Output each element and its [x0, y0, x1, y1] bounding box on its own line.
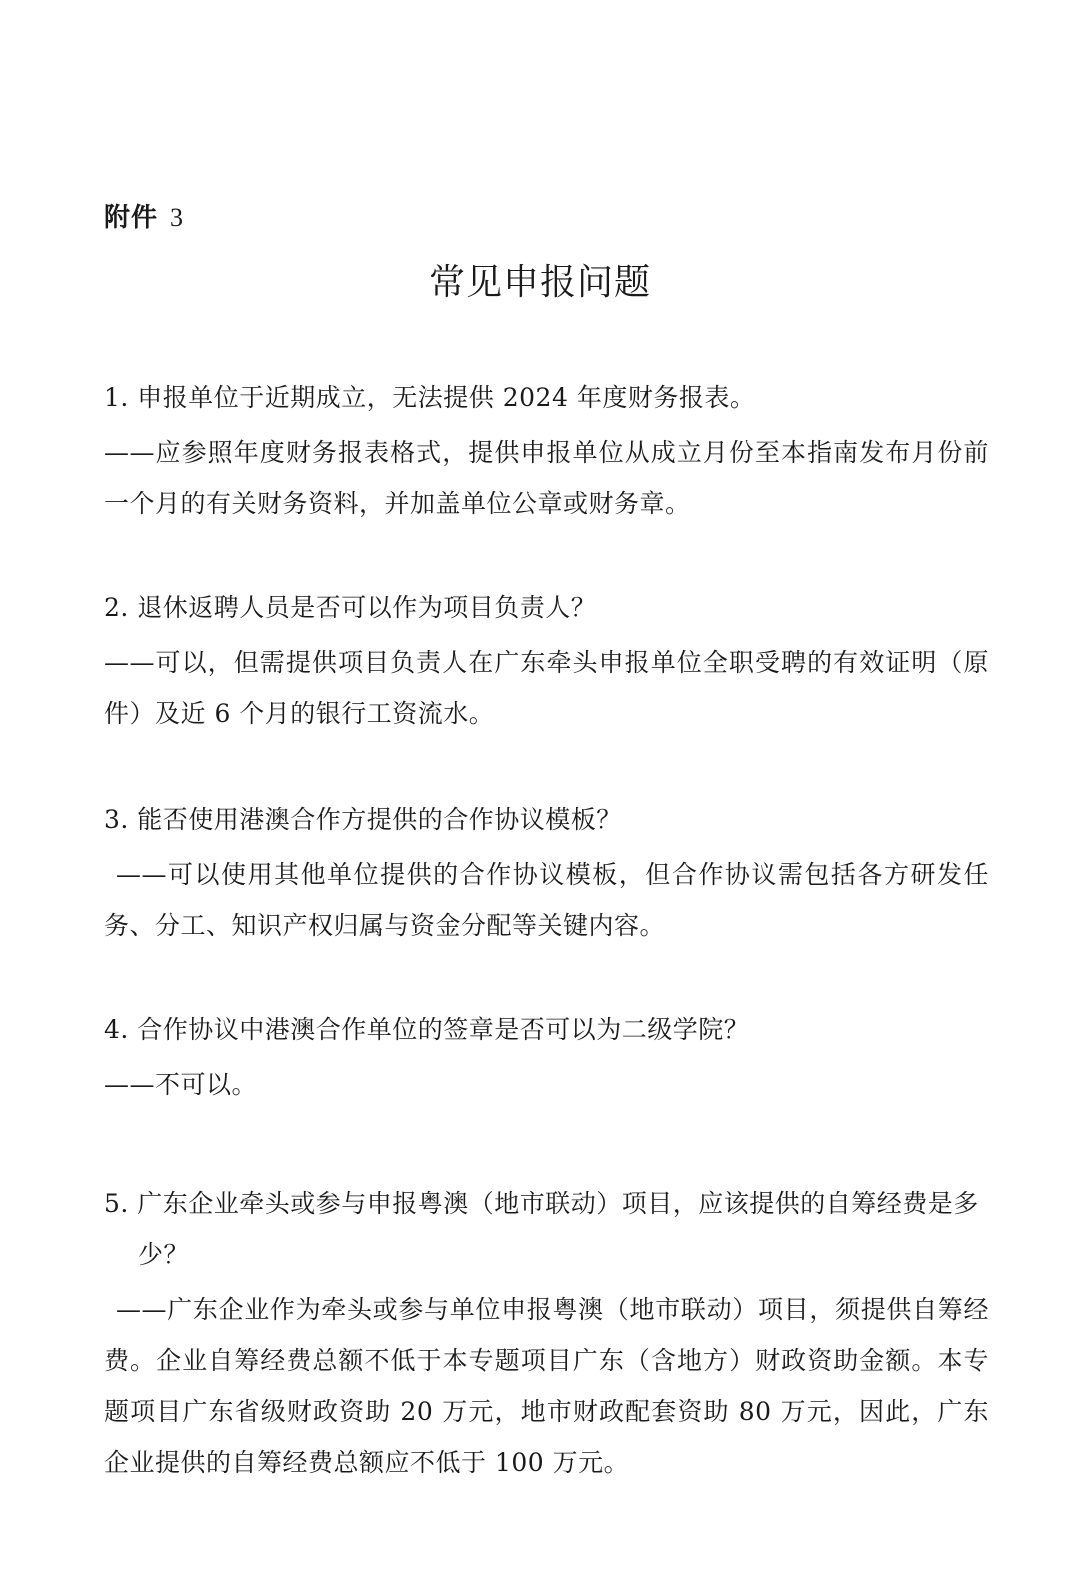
faq-question-1: 1. 申报单位于近期成立，无法提供 2024 年度财务报表。: [104, 383, 756, 412]
faq-item-3: [104, 794, 989, 951]
faq-question-2: 2. 退休返聘人员是否可以作为项目负责人？: [104, 593, 597, 622]
faq-answer-3: ——可以使用其他单位提供的合作协议模板，但合作协议需包括各方研发任务、分工、知识产权归属与资金分配等关键内容。: [104, 860, 989, 940]
faq-answer-4: ——不可以。: [104, 1070, 258, 1099]
page-title: 常见申报问题: [428, 262, 651, 303]
faq-answer-2: ——可以，但需提供项目负责人在广东牵头申报单位全职受聘的有效证明（原件）及近 6 个月的银行工资流水。: [104, 648, 989, 728]
faq-answer-5: ——广东企业作为牵头或参与单位申报粤澳（地市联动）项目，须提供自筹经费。企业自筹经费总额不低于本专题项目广东（含地方）财政资助金额。本专题项目广东省级财政资助 20 万元，地市财政配套资助 80 万元，因此，广东企业提供的自筹经费总额应不低于 100 万元。: [104, 1295, 989, 1477]
faq-item-4: [104, 1004, 989, 1110]
faq-answer-1: ——应参照年度财务报表格式，提供申报单位从成立月份至本指南发布月份前一个月的有关财务资料，并加盖单位公章或财务章。: [104, 438, 989, 518]
faq-question-3: 3. 能否使用港澳合作方提供的合作协议模板？: [104, 805, 622, 834]
faq-item-5: [104, 1178, 989, 1488]
faq-item-1: [104, 372, 989, 529]
faq-question-4: 4. 合作协议中港澳合作单位的签章是否可以为二级学院？: [104, 1015, 750, 1044]
attachment-label: 附件: [104, 203, 159, 233]
faq-item-2: [104, 582, 989, 739]
attachment-heading: [104, 200, 184, 236]
attachment-number: 3: [170, 203, 185, 232]
faq-question-5: 5. 广东企业牵头或参与申报粤澳（地市联动）项目，应该提供的自筹经费是多少？: [104, 1189, 979, 1269]
